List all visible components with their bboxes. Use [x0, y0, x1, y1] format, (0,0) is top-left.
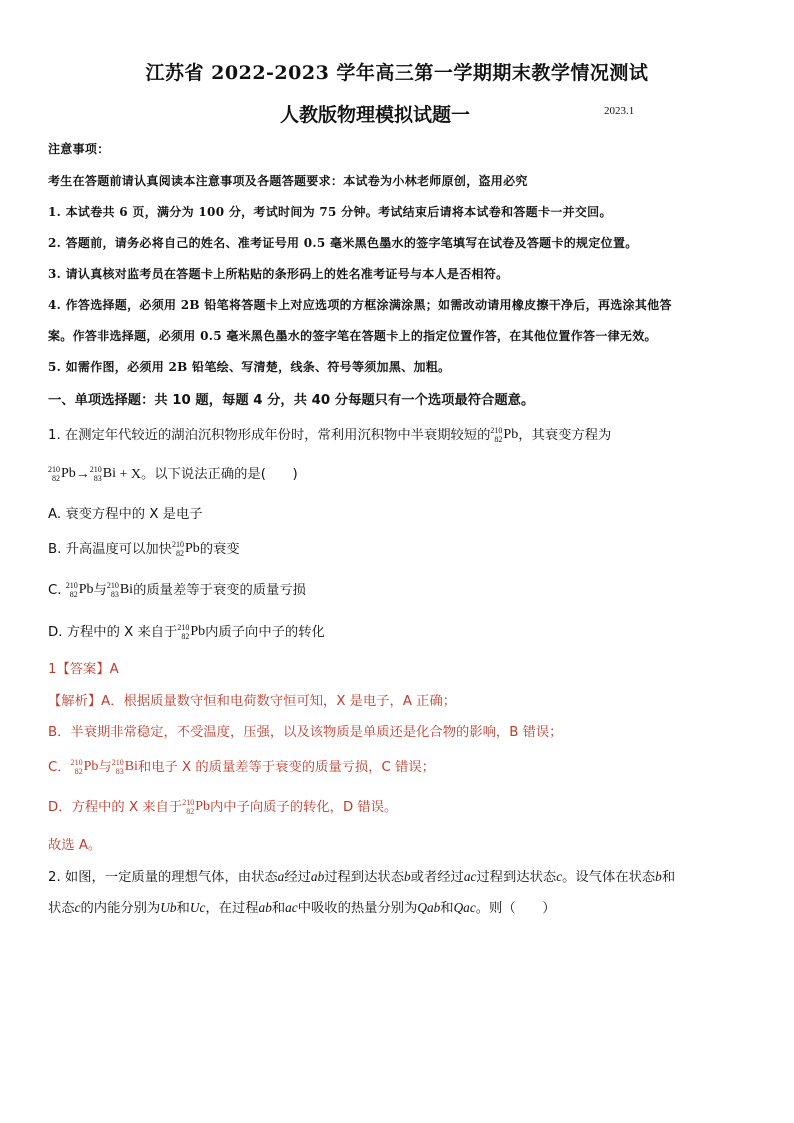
notice-heading: 注意事项： — [48, 142, 110, 156]
q1-option-d: D. 方程中的 X 来自于 210 82 Pb内质子向中子的转化 — [48, 623, 325, 641]
q1-equation-line — [48, 463, 298, 483]
exam-title: 江苏省 2022-2023 学年高三第一学期期末教学情况测试 — [145, 62, 649, 84]
nuclide-bi: 210 83 Bi — [106, 581, 134, 599]
equation-tail: + X — [116, 467, 142, 482]
nuclide-pb: 210 82 Pb — [70, 758, 99, 776]
nuclide-pb: 210 82 Pb — [490, 426, 519, 444]
q1-analysis-a: 【解析】A．根据质量数守恒和电荷数守恒可知，X 是电子，A 正确； — [48, 694, 457, 709]
exam-date: 2023.1 — [604, 105, 635, 117]
nuclide-pb: 210 82 Pb — [182, 798, 210, 816]
q1-stem-b: ，其衰变方程为 — [518, 428, 612, 443]
q1-answer: 1【答案】A — [48, 662, 119, 677]
notice-item-2: 2. 答题前，请务必将自己的姓名、准考证号用 0.5 毫米黑色墨水的签字笔填写在试卷及答题卡的规定位置。 — [48, 236, 638, 250]
notice-intro: 考生在答题前请认真阅读本注意事项及各题答题要求：本试卷为小林老师原创，盗用必究 — [48, 174, 528, 188]
notice-item-3: 3. 请认真核对监考员在答题卡上所粘贴的条形码上的姓名准考证号与本人是否相符。 — [48, 267, 509, 281]
nuclide-bi: 210 83 Bi — [111, 758, 138, 776]
exam-subtitle: 人教版物理模拟试题一 — [280, 104, 471, 126]
q1-conclusion: 故选 A。 — [48, 838, 102, 853]
arrow: → — [75, 467, 90, 482]
q1-stem-c: 。以下说法正确的是( ) — [141, 467, 298, 482]
q1-stem-line1 — [48, 424, 611, 444]
notice-item-4: 4. 作答选择题，必须用 2B 铅笔将答题卡上对应选项的方框涂满涂黑；如需改动请用橡皮擦干净后，再选涂其他答 — [48, 298, 672, 312]
nuclide-bi: 210 83 Bi — [89, 465, 117, 483]
q1-analysis-d: D．方程中的 X 来自于 210 82 Pb内中子向质子的转化，D 错误。 — [48, 798, 398, 816]
q1-analysis-c: C． 210 82 Pb与 210 83 Bi和电子 X 的质量差等于衰变的质量亏损，C 错误； — [48, 758, 435, 776]
q2-line2: 状态c的内能分别为Ub和Uc，在过程ab和ac中吸收的热量分别为Qab和Qac。则（ ） — [48, 900, 556, 916]
nuclide-pb: 210 82 Pb — [171, 540, 200, 558]
nuclide-pb: 210 82 Pb — [177, 623, 206, 641]
q1-analysis-b: B．半衰期非常稳定，不受温度，压强，以及该物质是单质还是化合物的影响，B 错误； — [48, 725, 563, 740]
notice-item-1: 1. 本试卷共 6 页，满分为 100 分，考试时间为 75 分钟。考试结束后请将本试卷和答题卡一并交回。 — [48, 205, 612, 219]
notice-item-4-cont: 案。作答非选择题，必须用 0.5 毫米黑色墨水的签字笔在答题卡上的指定位置作答，在其他位置作答一律无效。 — [48, 329, 657, 343]
q1-option-a: A. 衰变方程中的 X 是电子 — [48, 507, 203, 522]
nuclide-pb: 210 82 Pb — [48, 465, 76, 483]
q2-line1: 2. 如图，一定质量的理想气体，由状态a经过ab过程到达状态b或者经过ac过程到达状态c。设气体在状态b和 — [48, 869, 676, 885]
notice-item-5: 5. 如需作图，必须用 2B 铅笔绘、写清楚，线条、符号等须加黑、加粗。 — [48, 360, 451, 374]
section-heading: 一、单项选择题：共 10 题，每题 4 分，共 40 分每题只有一个选项最符合题意。 — [48, 393, 535, 408]
q1-option-b: B. 升高温度可以加快 210 82 Pb的衰变 — [48, 540, 240, 558]
q1-stem-a: 1. 在测定年代较近的湖泊沉积物形成年份时，常利用沉积物中半衰期较短的 — [48, 428, 491, 443]
q1-option-c: C. 210 82 Pb与 210 83 Bi的质量差等于衰变的质量亏损 — [48, 581, 306, 599]
nuclide-pb: 210 82 Pb — [65, 581, 94, 599]
